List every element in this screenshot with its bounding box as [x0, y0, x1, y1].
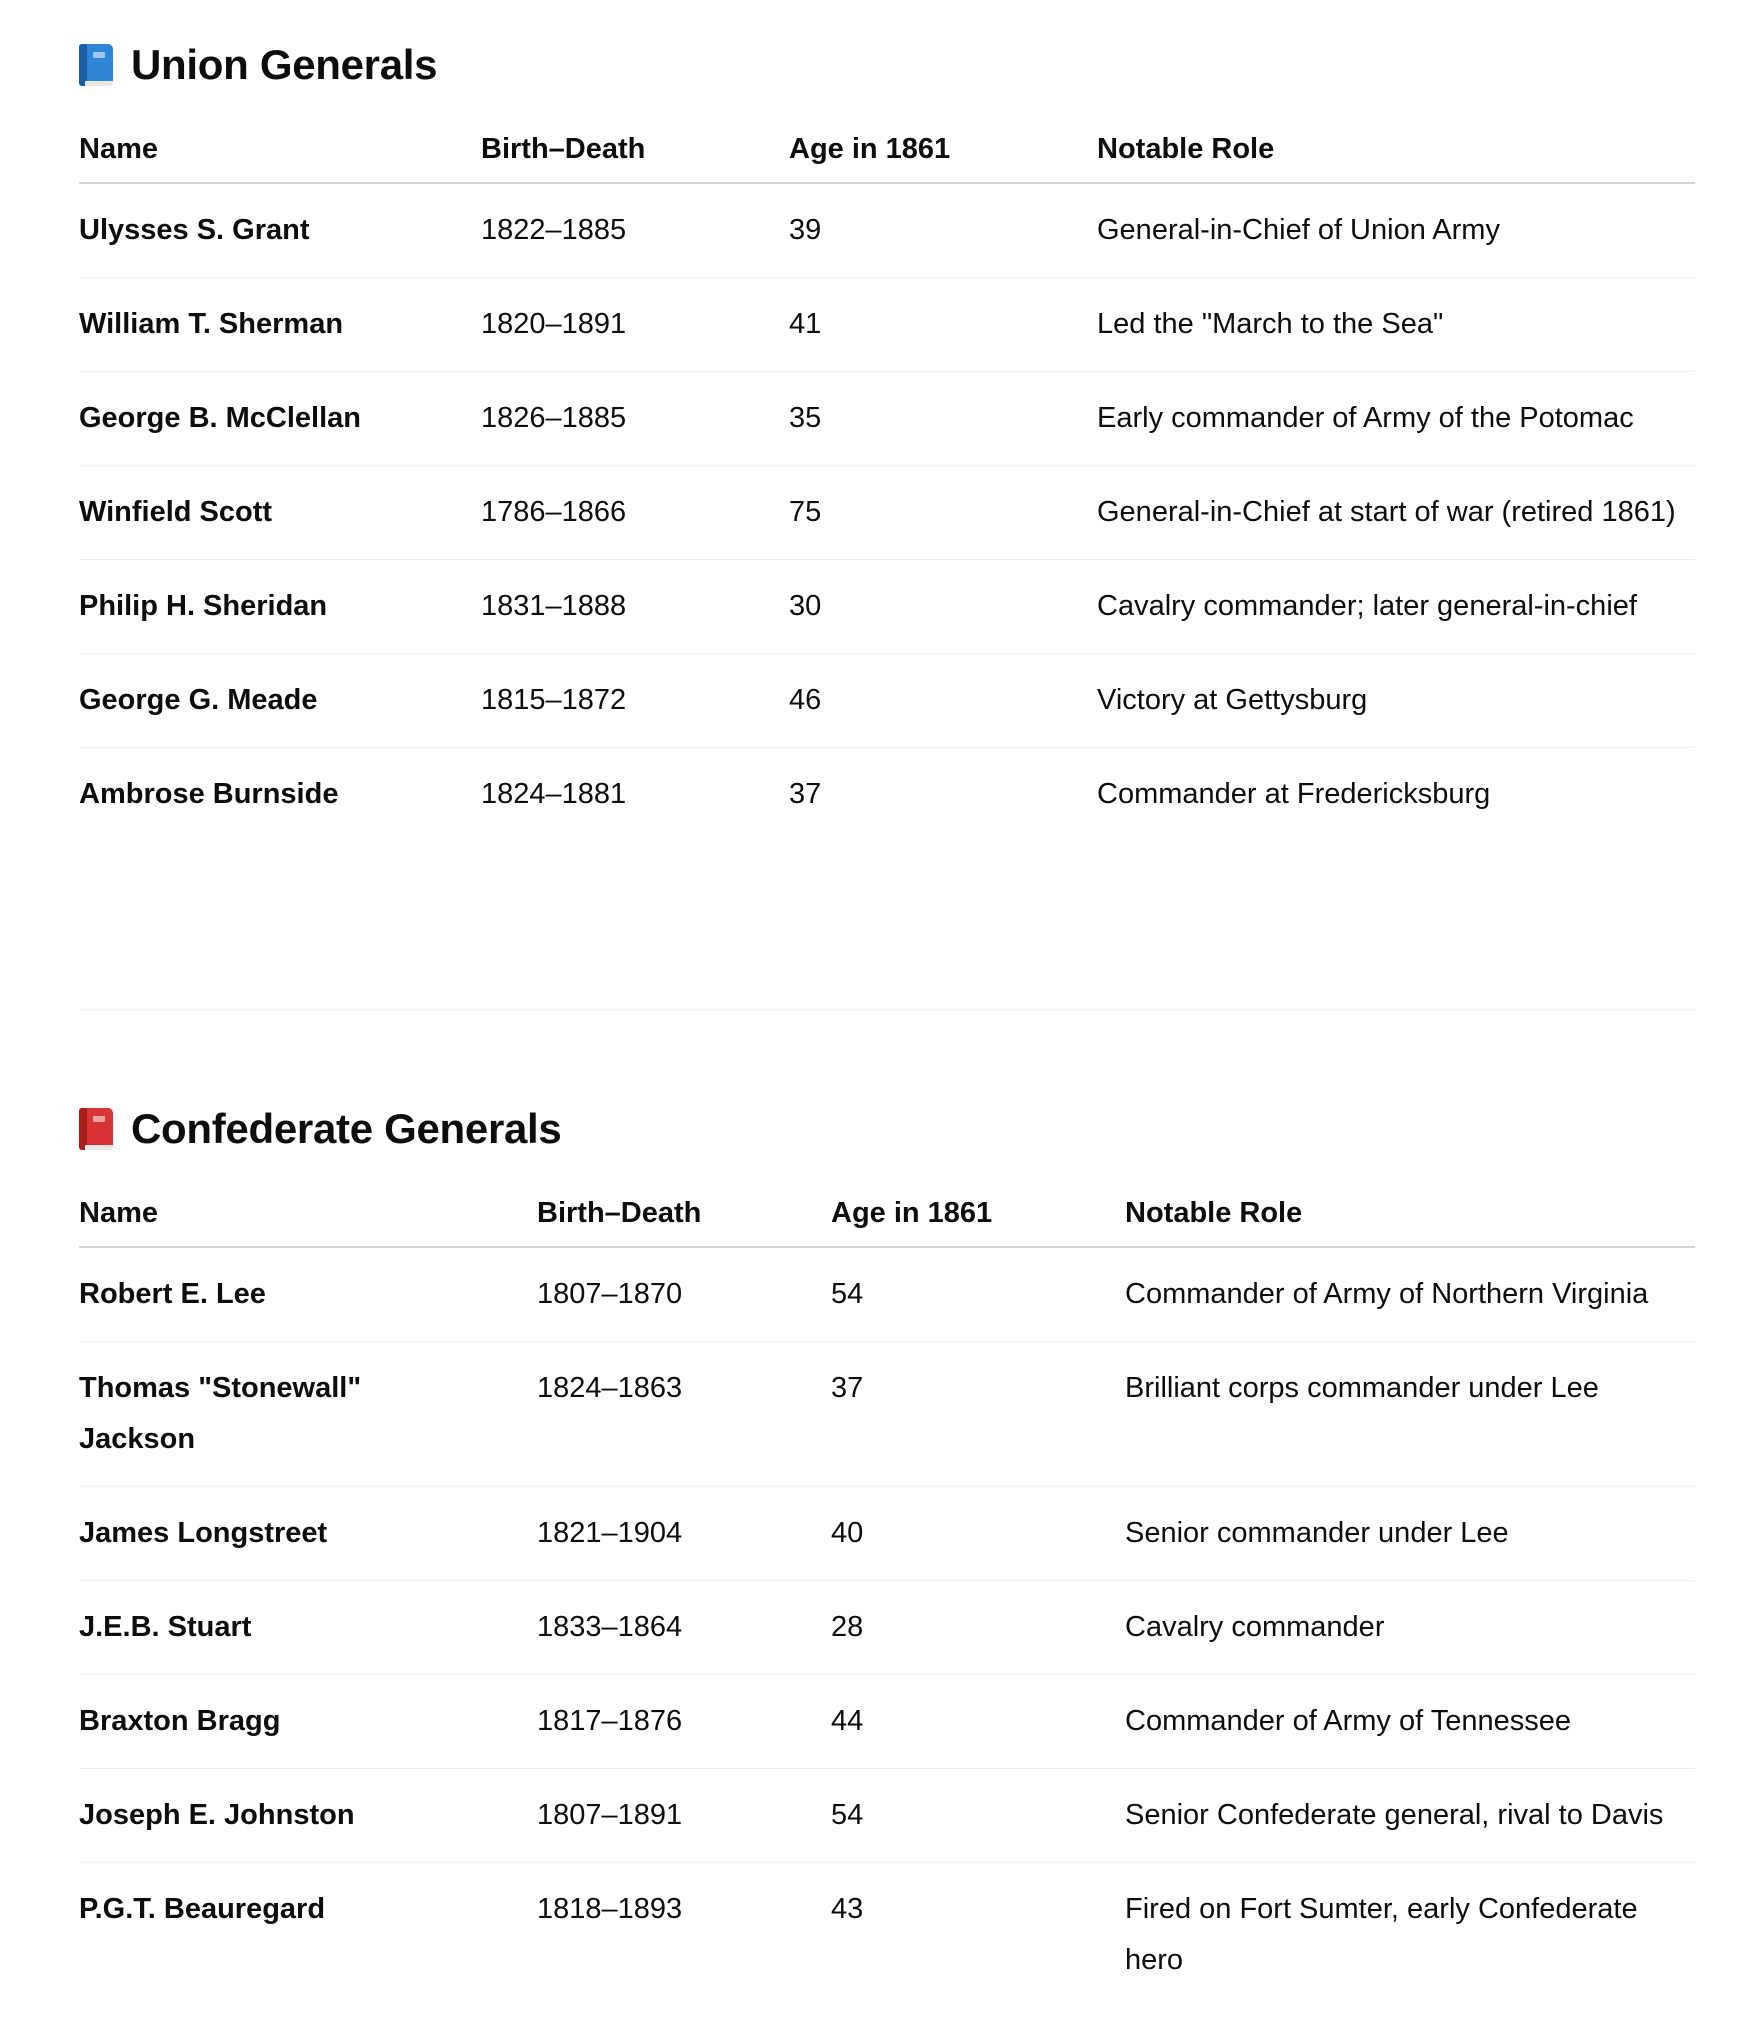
birth-death: 1818–1893 — [537, 1893, 683, 1925]
table-row — [79, 748, 1695, 842]
general-name: P.G.T. Beauregard — [79, 1893, 326, 1925]
notable-role: Commander of Army of Northern Virginia — [1125, 1247, 1695, 1342]
birth-death: 1815–1872 — [481, 654, 789, 748]
table-header-row — [79, 116, 1695, 183]
general-name: Robert E. Lee — [79, 1247, 537, 1342]
general-name: Philip H. Sheridan — [79, 560, 481, 654]
birth-death: 1822–1885 — [481, 183, 789, 278]
general-name: Thomas "Stonewall" Jackson — [79, 1342, 537, 1487]
table-row — [79, 183, 1695, 278]
column-header-role: Notable Role — [1097, 116, 1695, 183]
confederate-table — [79, 1180, 1695, 2007]
confederate-heading — [79, 1097, 1695, 1161]
general-name: Winfield Scott — [79, 466, 481, 560]
age-in-1861: 35 — [789, 372, 1097, 466]
table-row — [79, 1769, 1695, 1863]
general-name: Joseph E. Johnston — [79, 1769, 537, 1863]
age-in-1861: 37 — [789, 778, 822, 810]
table-row — [79, 372, 1695, 466]
notable-role: Commander of Army of Tennessee — [1125, 1675, 1695, 1769]
notable-role: Commander at Fredericksburg — [1097, 778, 1491, 810]
birth-death: 1820–1891 — [481, 278, 789, 372]
table-row — [79, 1581, 1695, 1675]
table-row — [79, 1675, 1695, 1769]
age-in-1861: 41 — [789, 278, 1097, 372]
column-header-name: Name — [79, 1180, 537, 1247]
age-in-1861: 75 — [789, 466, 1097, 560]
column-header-name: Name — [79, 116, 481, 183]
age-in-1861: 28 — [831, 1581, 1125, 1675]
age-in-1861: 44 — [831, 1675, 1125, 1769]
age-in-1861: 40 — [831, 1487, 1125, 1581]
table-row — [79, 1342, 1695, 1487]
notable-role: Led the "March to the Sea" — [1097, 278, 1695, 372]
birth-death: 1831–1888 — [481, 560, 789, 654]
table-row — [79, 466, 1695, 560]
column-header-role: Notable Role — [1125, 1180, 1695, 1247]
table-row — [79, 1247, 1695, 1342]
table-row — [79, 560, 1695, 654]
age-in-1861: 39 — [789, 183, 1097, 278]
table-row — [79, 1863, 1695, 2008]
notable-role: Senior commander under Lee — [1125, 1487, 1695, 1581]
notable-role: General-in-Chief at start of war (retired 1861) — [1097, 466, 1695, 560]
notable-role: General-in-Chief of Union Army — [1097, 183, 1695, 278]
general-name: Ambrose Burnside — [79, 778, 339, 810]
union-title: Union Generals — [131, 41, 438, 88]
blue-book-icon — [79, 44, 113, 86]
union-heading — [79, 33, 1695, 97]
general-name: Braxton Bragg — [79, 1675, 537, 1769]
birth-death: 1817–1876 — [537, 1675, 831, 1769]
general-name: Ulysses S. Grant — [79, 183, 481, 278]
birth-death: 1786–1866 — [481, 466, 789, 560]
notable-role: Brilliant corps commander under Lee — [1125, 1342, 1695, 1487]
notable-role: Fired on Fort Sumter, early Confederate hero — [1125, 1893, 1638, 1976]
age-in-1861: 37 — [831, 1342, 1125, 1487]
notable-role: Cavalry commander — [1125, 1581, 1695, 1675]
red-book-icon — [79, 1108, 113, 1150]
birth-death: 1807–1891 — [537, 1769, 831, 1863]
section-divider — [79, 1009, 1695, 1010]
union-table — [79, 116, 1695, 841]
birth-death: 1821–1904 — [537, 1487, 831, 1581]
birth-death: 1807–1870 — [537, 1247, 831, 1342]
column-header-age: Age in 1861 — [831, 1180, 1125, 1247]
column-header-age: Age in 1861 — [789, 116, 1097, 183]
table-row — [79, 1487, 1695, 1581]
table-row — [79, 278, 1695, 372]
notable-role: Early commander of Army of the Potomac — [1097, 372, 1695, 466]
notable-role: Senior Confederate general, rival to Davis — [1125, 1769, 1695, 1863]
column-header-birth-death: Birth–Death — [537, 1180, 831, 1247]
general-name: James Longstreet — [79, 1487, 537, 1581]
notable-role: Cavalry commander; later general-in-chief — [1097, 560, 1695, 654]
column-header-birth-death: Birth–Death — [481, 116, 789, 183]
table-header-row — [79, 1180, 1695, 1247]
confederate-section — [79, 1097, 1695, 2007]
general-name: William T. Sherman — [79, 278, 481, 372]
age-in-1861: 54 — [831, 1769, 1125, 1863]
age-in-1861: 43 — [831, 1893, 864, 1925]
notable-role: Victory at Gettysburg — [1097, 654, 1695, 748]
age-in-1861: 54 — [831, 1247, 1125, 1342]
birth-death: 1833–1864 — [537, 1581, 831, 1675]
union-section — [79, 33, 1695, 841]
age-in-1861: 46 — [789, 654, 1097, 748]
table-row — [79, 654, 1695, 748]
general-name: J.E.B. Stuart — [79, 1581, 537, 1675]
confederate-title: Confederate Generals — [131, 1105, 562, 1152]
birth-death: 1826–1885 — [481, 372, 789, 466]
general-name: George G. Meade — [79, 654, 481, 748]
age-in-1861: 30 — [789, 560, 1097, 654]
general-name: George B. McClellan — [79, 372, 481, 466]
birth-death: 1824–1863 — [537, 1342, 831, 1487]
birth-death: 1824–1881 — [481, 778, 627, 810]
